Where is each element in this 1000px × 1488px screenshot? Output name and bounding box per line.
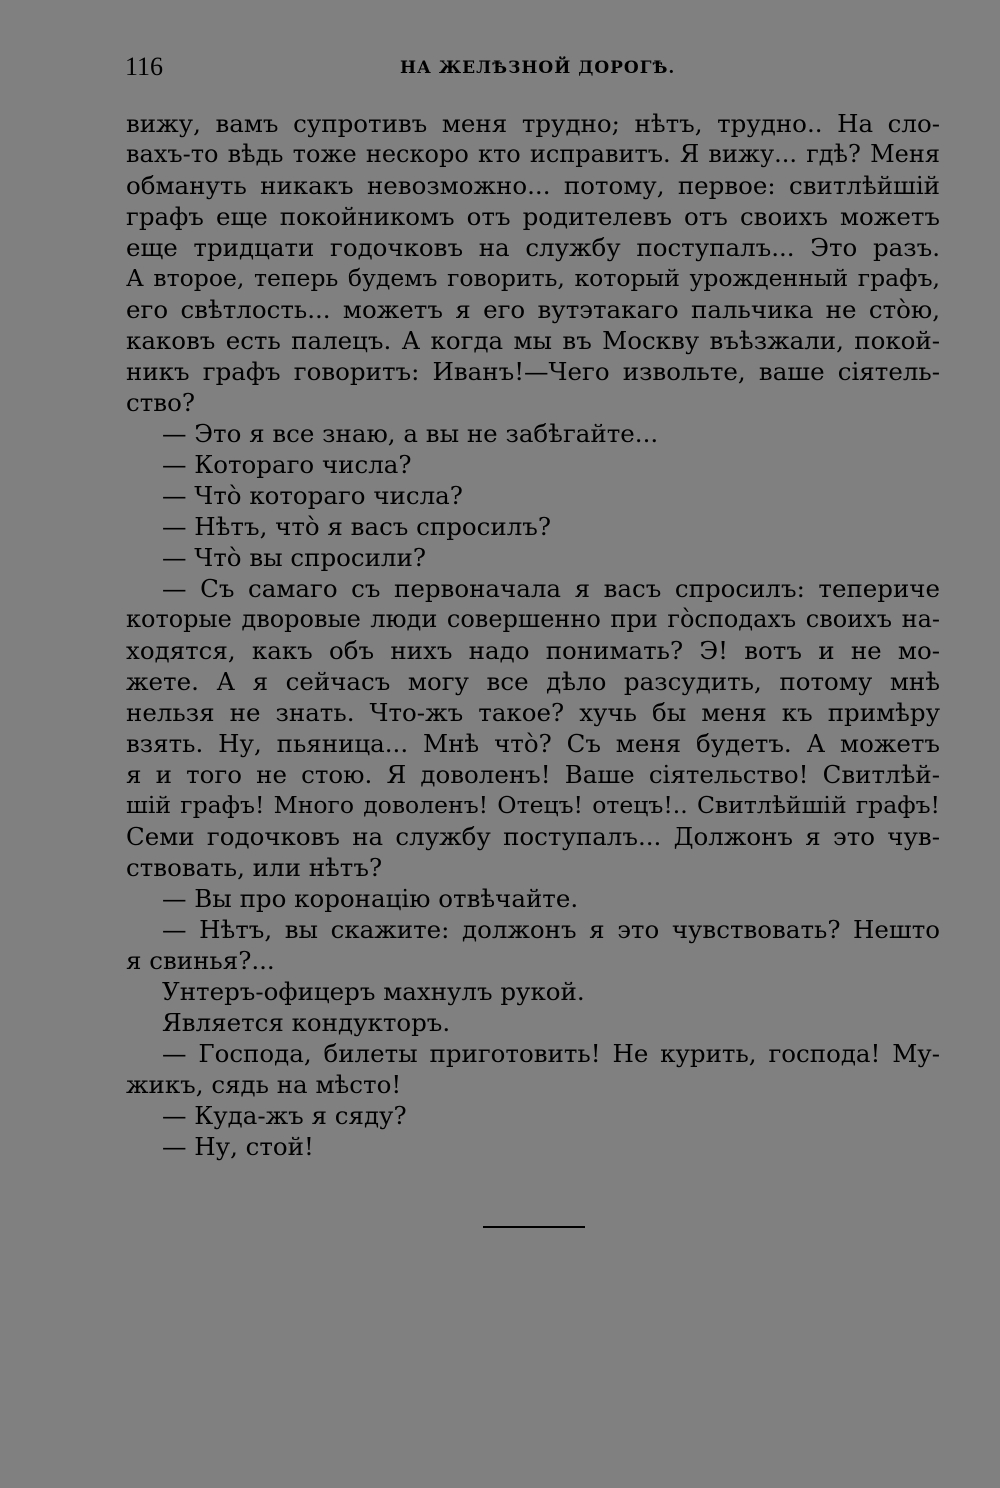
- text-line: — Ну, стой!: [162, 1132, 314, 1161]
- text-line: я и того не стою. Я доволенъ! Ваше сіятельство! Свитлѣй-: [126, 760, 940, 789]
- text-line: Семи годочковъ на службу поступалъ... Должонъ я это чув-: [126, 822, 940, 851]
- text-line: никъ графъ говоритъ: Иванъ!—Чего извольте, ваше сіятель-: [126, 357, 940, 386]
- text-line: ходятся, какъ объ нихъ надо понимать? Э! вотъ и не мо-: [126, 636, 940, 665]
- text-line: обмануть никакъ невозможно... потому, первое: свитлѣйшій: [126, 171, 940, 200]
- running-title: НА ЖЕЛѢЗНОЙ ДОРОГѢ.: [400, 58, 676, 78]
- text-line: шій графъ! Много доволенъ! Отецъ! отецъ!.. Свитлѣйшій графъ!: [126, 791, 940, 819]
- text-body: [126, 108, 940, 1162]
- text-line: я свинья?...: [126, 946, 275, 975]
- text-line: жикъ, сядь на мѣсто!: [126, 1070, 402, 1099]
- text-line: графъ еще покойникомъ отъ родителевъ отъ своихъ можетъ: [126, 202, 940, 231]
- text-line: вижу, вамъ супротивъ меня трудно; нѣтъ, трудно.. На сло-: [126, 109, 940, 138]
- text-line: нельзя не знать. Что-жъ такое? хучь бы меня къ примѣру: [126, 698, 940, 727]
- text-line: Унтеръ-офицеръ махнулъ рукой.: [162, 977, 585, 1006]
- page-number: 116: [125, 52, 164, 81]
- end-rule: [483, 1226, 585, 1228]
- text-line: Является кондукторъ.: [162, 1008, 451, 1037]
- text-line: А второе, теперь будемъ говорить, который урожденный графъ,: [126, 264, 940, 292]
- text-line: взять. Ну, пьяница... Мнѣ чтò? Съ меня будетъ. А можетъ: [126, 729, 940, 758]
- text-line: еще тридцати годочковъ на службу поступалъ... Это разъ.: [126, 233, 940, 262]
- text-line: — Куда-жъ я сяду?: [162, 1101, 407, 1130]
- text-line: вахъ-то вѣдь тоже нескоро кто исправитъ. Я вижу... гдѣ? Меня: [126, 140, 940, 168]
- text-line: которые дворовые люди совершенно при гòсподахъ своихъ на-: [126, 605, 940, 633]
- text-line: — Котораго числа?: [162, 450, 412, 479]
- text-line: — Съ самаго съ первоначала я васъ спросилъ: тепериче: [162, 574, 940, 603]
- text-line: — Господа, билеты приготовить! Не курить, господа! Му-: [162, 1039, 940, 1068]
- text-line: жете. А я сейчасъ могу все дѣло разсудить, потому мнѣ: [126, 667, 940, 696]
- text-line: — Это я все знаю, а вы не забѣгайте...: [162, 419, 659, 448]
- text-line: — Вы про коронацію отвѣчайте.: [162, 884, 579, 913]
- text-line: ствовать, или нѣтъ?: [126, 853, 383, 882]
- page-header: [125, 52, 940, 88]
- text-line: ство?: [126, 388, 195, 417]
- text-line: — Чтò котораго числа?: [162, 481, 463, 510]
- text-line: — Нѣтъ, вы скажите: должонъ я это чувствовать? Нешто: [162, 915, 940, 944]
- text-line: его свѣтлость... можетъ я его вутэтакаго пальчика не стòю,: [126, 295, 940, 324]
- text-line: — Нѣтъ, чтò я васъ спросилъ?: [162, 512, 551, 541]
- text-line: каковъ есть палецъ. А когда мы въ Москву въѣзжали, покой-: [126, 326, 940, 355]
- text-line: — Чтò вы спросили?: [162, 543, 426, 572]
